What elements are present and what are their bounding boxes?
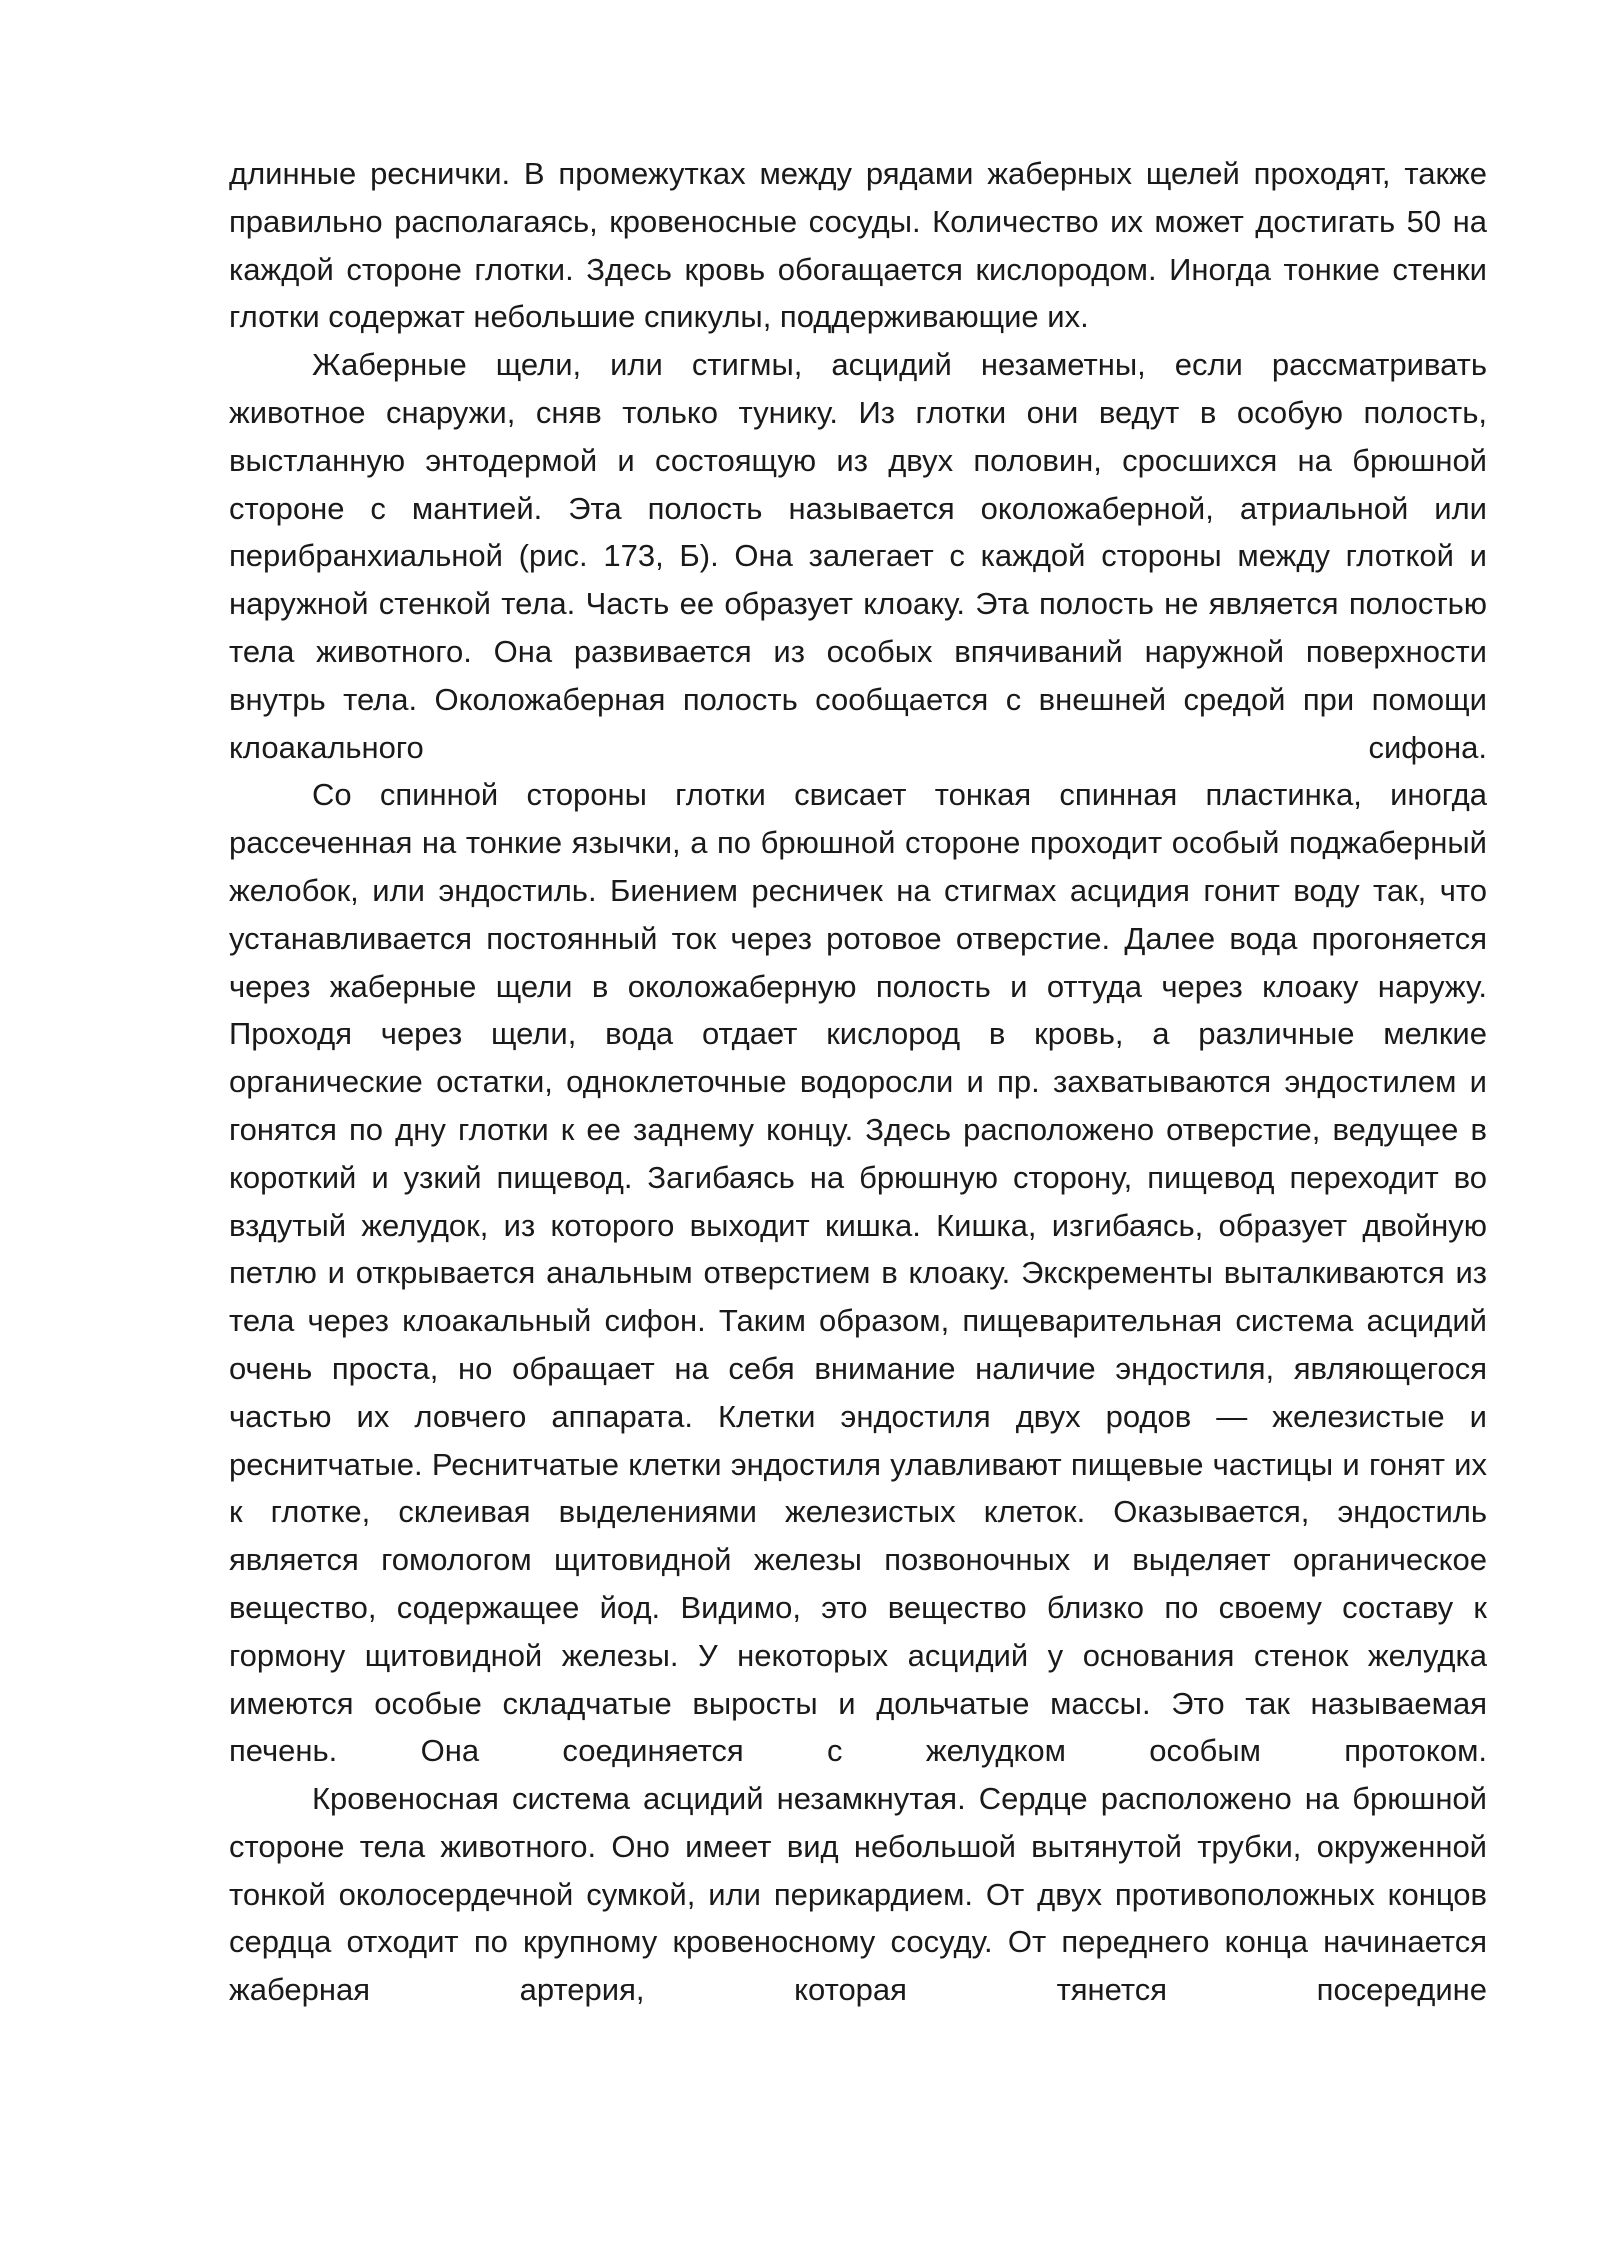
paragraph-4: Кровеносная система асцидий незамкнутая. Сердце расположено на брюшной стороне тела животного. Оно имеет вид небольшой вытянутой трубки, окруженной тонкой околосердечной сумкой, или перикардием. От двух противоположных концов сердца отходит по крупному кровеносному сосуду. От переднего конца начинается жаберная артерия, которая тянется посередине bbox=[229, 1781, 1487, 2008]
document-page bbox=[229, 150, 1487, 2014]
paragraph-1: длинные реснички. В промежутках между рядами жаберных щелей проходят, также правильно располагаясь, кровеносные сосуды. Количество их может достигать 50 на каждой стороне глотки. Здесь кровь обогащается кислородом. Иногда тонкие стенки глотки содержат небольшие спикулы, поддерживающие их. bbox=[229, 156, 1487, 335]
paragraph-2: Жаберные щели, или стигмы, асцидий незаметны, если рассматривать животное снаружи, сняв только тунику. Из глотки они ведут в особую полость, выстланную энтодермой и состоящую из двух половин, сросшихся на брюшной стороне с мантией. Эта полость называется околожаберной, атриальной или перибранхиальной (рис. 173, Б). Она залегает с каждой стороны между глоткой и наружной стенкой тела. Часть ее образует клоаку. Эта полость не является полостью тела животного. Она развивается из особых впячиваний наружной поверхности внутрь тела. Околожаберная полость сообщается с внешней средой при помощи клоакального сифона. bbox=[229, 347, 1487, 765]
paragraph-3: Со спинной стороны глотки свисает тонкая спинная пластинка, иногда рассеченная на тонкие язычки, а по брюшной стороне проходит особый поджаберный желобок, или эндостиль. Биением ресничек на стигмах асцидия гонит воду так, что устанавливается постоянный ток через ротовое отверстие. Далее вода прогоняется через жаберные щели в околожаберную полость и оттуда через клоаку наружу. Проходя через щели, вода отдает кислород в кровь, а различные мелкие органические остатки, одноклеточные водоросли и пр. захватываются эндостилем и гонятся по дну глотки к ее заднему концу. Здесь расположено отверстие, ведущее в короткий и узкий пищевод. Загибаясь на брюшную сторону, пищевод переходит во вздутый желудок, из которого выходит кишка. Кишка, изгибаясь, образует двойную петлю и открывается анальным отверстием в клоаку. Экскременты выталкиваются из тела через клоакальный сифон. Таким образом, пищеварительная система асцидий очень проста, но обращает на себя внимание наличие эндостиля, являющегося частью их ловчего аппарата. Клетки эндостиля двух родов — железистые и реснитчатые. Реснитчатые клетки эндостиля улавливают пищевые частицы и гонят их к глотке, склеивая выделениями железистых клеток. Оказывается, эндостиль является гомологом щитовидной железы позвоночных и выделяет органическое вещество, содержащее йод. Видимо, это вещество близко по своему составу к гормону щитовидной железы. У некоторых асцидий у основания стенок желудка имеются особые складчатые выросты и дольчатые массы. Это так называемая печень. Она соединяется с желудком особым протоком. bbox=[229, 777, 1487, 1769]
